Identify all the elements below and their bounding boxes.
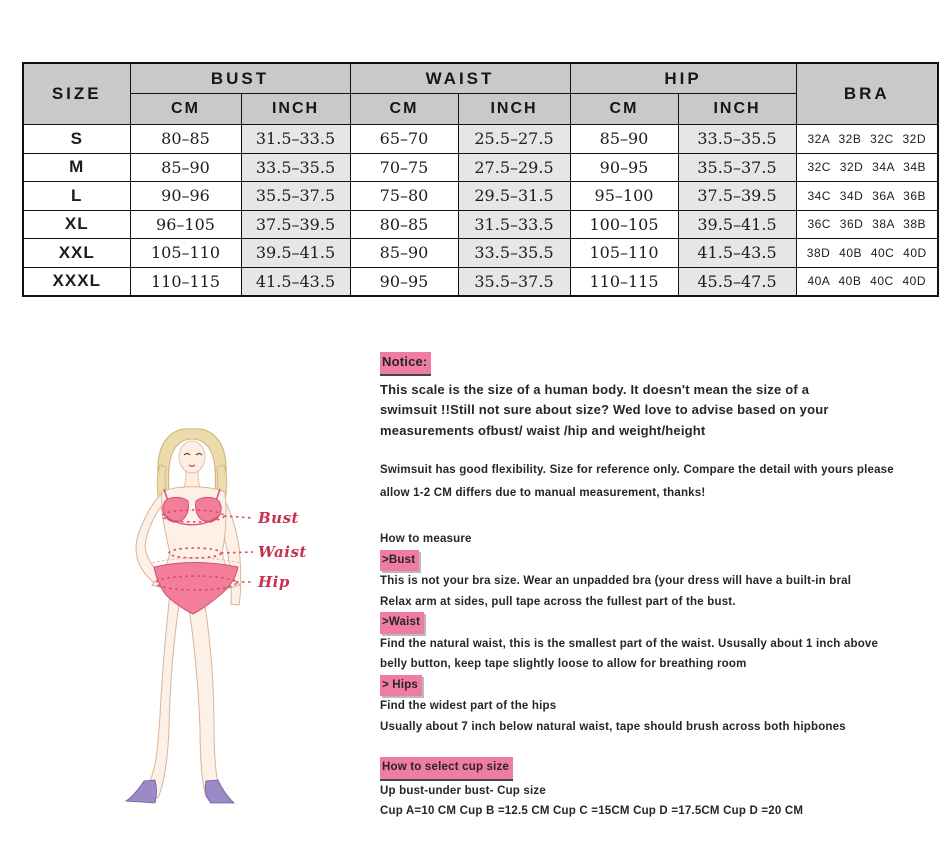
cell-size: XXL — [23, 239, 130, 268]
cup-size-heading — [380, 757, 932, 781]
notice-line: measurements ofbust/ waist /hip and weight/height — [380, 422, 706, 438]
measurement-figure — [100, 415, 350, 815]
how-to-measure-heading: How to measure — [380, 533, 472, 545]
cell-hip_inch: 35.5–37.5 — [678, 153, 796, 182]
cell-bust_inch: 39.5–41.5 — [241, 239, 350, 268]
cell-bust_cm: 85–90 — [130, 153, 241, 182]
notice-line: swimsuit !!Still not sure about size? Wed love to advise based on your — [380, 402, 829, 417]
bust-section-label — [380, 550, 932, 572]
cell-hip_inch: 39.5–41.5 — [678, 210, 796, 239]
notice-line: This scale is the size of a human body. It doesn't mean the size of a — [380, 381, 810, 397]
header-waist-cm: CM — [350, 94, 458, 125]
table-row — [23, 153, 938, 182]
cell-bust_inch: 31.5–33.5 — [241, 125, 350, 154]
table-row — [23, 267, 938, 296]
cell-bust_cm: 110–115 — [130, 267, 241, 296]
cell-size: L — [23, 182, 130, 211]
cell-bust_inch: 33.5–35.5 — [241, 153, 350, 182]
waist-instruction: Find the natural waist, this is the smallest part of the waist. Ususally about 1 inch above — [380, 637, 879, 650]
header-waist-inch: INCH — [458, 94, 570, 125]
figure-hip-label: Hip — [258, 573, 290, 591]
header-size: SIZE — [23, 63, 130, 125]
size-chart-table — [22, 62, 939, 297]
cell-hip_inch: 37.5–39.5 — [678, 182, 796, 211]
header-hip-inch: INCH — [678, 94, 796, 125]
figure-bust-label: Bust — [258, 509, 299, 527]
cell-hip_cm: 105–110 — [570, 239, 678, 268]
flexibility-line: Swimsuit has good flexibility. Size for reference only. Compare the detail with yours please — [380, 464, 894, 476]
header-bust: BUST — [130, 63, 350, 94]
cell-waist_cm: 90–95 — [350, 267, 458, 296]
cell-waist_inch: 29.5–31.5 — [458, 182, 570, 211]
cell-waist_inch: 35.5–37.5 — [458, 267, 570, 296]
cell-bra: 32C 32D 34A 34B — [796, 153, 938, 182]
cell-bra: 34C 34D 36A 36B — [796, 182, 938, 211]
cell-waist_inch: 31.5–33.5 — [458, 210, 570, 239]
cell-bust_inch: 41.5–43.5 — [241, 267, 350, 296]
cell-bra: 36C 36D 38A 38B — [796, 210, 938, 239]
bust-highlight: >Bust — [380, 550, 419, 572]
cell-hip_inch: 33.5–35.5 — [678, 125, 796, 154]
cell-waist_cm: 75–80 — [350, 182, 458, 211]
hips-instruction: Usually about 7 inch below natural waist, tape should brush across both hipbones — [380, 720, 846, 733]
notice-highlight: Notice: — [380, 352, 431, 376]
cell-bust_inch: 37.5–39.5 — [241, 210, 350, 239]
header-waist: WAIST — [350, 63, 570, 94]
cell-bra: 38D 40B 40C 40D — [796, 239, 938, 268]
cell-hip_inch: 45.5–47.5 — [678, 267, 796, 296]
cell-size: S — [23, 125, 130, 154]
table-row — [23, 239, 938, 268]
figure-waist-label: Waist — [258, 543, 307, 561]
cell-waist_cm: 65–70 — [350, 125, 458, 154]
notice-heading — [380, 352, 932, 376]
header-bust-inch: INCH — [241, 94, 350, 125]
hips-section-label — [380, 675, 932, 697]
waist-section-label — [380, 612, 932, 634]
woman-sketch-illustration — [100, 415, 350, 815]
header-hip: HIP — [570, 63, 796, 94]
sizing-info-column — [380, 352, 932, 822]
cell-waist_inch: 25.5–27.5 — [458, 125, 570, 154]
cell-waist_inch: 33.5–35.5 — [458, 239, 570, 268]
waist-instruction: belly button, keep tape slightly loose to allow for breathing room — [380, 658, 747, 670]
cell-size: XL — [23, 210, 130, 239]
cup-size-line: Cup A=10 CM Cup B =12.5 CM Cup C =15CM Cup D =17.5CM Cup D =20 CM — [380, 805, 804, 817]
cell-hip_cm: 85–90 — [570, 125, 678, 154]
cell-bra: 40A 40B 40C 40D — [796, 267, 938, 296]
cell-waist_inch: 27.5–29.5 — [458, 153, 570, 182]
cup-size-line: Up bust-under bust- Cup size — [380, 784, 546, 797]
cell-hip_inch: 41.5–43.5 — [678, 239, 796, 268]
bust-instruction: Relax arm at sides, pull tape across the fullest part of the bust. — [380, 595, 736, 608]
header-bra: BRA — [796, 63, 938, 125]
cell-hip_cm: 90–95 — [570, 153, 678, 182]
hips-highlight: > Hips — [380, 675, 422, 697]
cell-hip_cm: 95–100 — [570, 182, 678, 211]
size-chart-section — [22, 62, 939, 297]
cell-bust_cm: 80–85 — [130, 125, 241, 154]
bust-instruction: This is not your bra size. Wear an unpadded bra (your dress will have a built-in bral — [380, 575, 852, 587]
cell-bust_inch: 35.5–37.5 — [241, 182, 350, 211]
cell-waist_cm: 80–85 — [350, 210, 458, 239]
header-row-groups — [23, 63, 938, 94]
table-row — [23, 182, 938, 211]
cell-bust_cm: 90–96 — [130, 182, 241, 211]
header-hip-cm: CM — [570, 94, 678, 125]
cell-size: M — [23, 153, 130, 182]
cell-hip_cm: 110–115 — [570, 267, 678, 296]
waist-highlight: >Waist — [380, 612, 424, 634]
cell-waist_cm: 85–90 — [350, 239, 458, 268]
cell-bust_cm: 105–110 — [130, 239, 241, 268]
cup-size-highlight: How to select cup size — [380, 757, 513, 781]
table-row — [23, 210, 938, 239]
cell-size: XXXL — [23, 267, 130, 296]
cell-bra: 32A 32B 32C 32D — [796, 125, 938, 154]
header-bust-cm: CM — [130, 94, 241, 125]
cell-hip_cm: 100–105 — [570, 210, 678, 239]
table-row — [23, 125, 938, 154]
cell-bust_cm: 96–105 — [130, 210, 241, 239]
hips-instruction: Find the widest part of the hips — [380, 700, 557, 712]
cell-waist_cm: 70–75 — [350, 153, 458, 182]
flexibility-line: allow 1-2 CM differs due to manual measurement, thanks! — [380, 487, 706, 499]
size-table-body — [23, 125, 938, 297]
